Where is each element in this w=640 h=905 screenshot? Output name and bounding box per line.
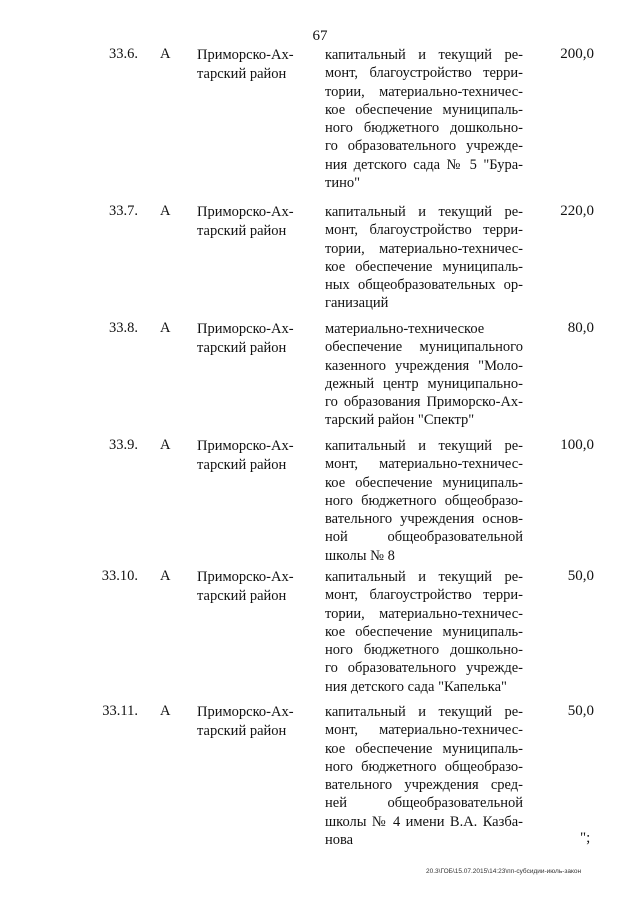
district-line: Приморско-Ах- [197,704,294,720]
description-line: монт, материально-техничес- [325,456,523,473]
row-district [197,46,305,84]
description-line: ной общеобразовательной [325,529,523,546]
description-line: го образования Приморско-Ах- [325,394,523,411]
district-line: тарский район [197,588,287,604]
district-line: тарский район [197,66,287,82]
description-line: ного бюджетного общеобразо- [325,758,523,775]
description-line: капитальный и текущий ре- [325,704,523,720]
row-number: 33.6. [109,46,138,62]
description-line: ных общеобразовательных ор- [325,277,523,294]
row-number: 33.10. [101,568,138,584]
description-line: монт, благоустройство терри- [325,65,523,82]
description-line: го образовательного учрежде- [325,660,523,677]
description-line: ного бюджетного общеобразо- [325,492,523,509]
description-line: кое обеспечение муниципаль- [325,740,523,757]
row-category: А [160,437,171,453]
description-line: кое обеспечение муниципаль- [325,258,523,275]
description-line: го образовательного учрежде- [325,138,523,155]
description-line: школы № 8 [325,547,395,564]
description-line: кое обеспечение муниципаль- [325,101,523,118]
description-line: ния детского сада № 5 "Бура- [325,156,523,173]
description-line: ней общеобразовательной [325,795,523,812]
row-category: А [160,203,171,219]
district-line: Приморско-Ах- [197,204,294,220]
district-line: тарский район [197,340,287,356]
row-description [325,703,523,849]
description-line: тории, материально-техничес- [325,240,523,257]
description-line: нова [325,832,354,849]
description-line: тории, материально-техничес- [325,605,523,622]
row-description [325,203,523,313]
district-line: Приморско-Ах- [197,569,294,585]
row-category: А [160,320,171,336]
row-amount: 50,0 [567,568,594,584]
description-line: вательного учреждения сред- [325,777,523,794]
description-line: капитальный и текущий ре- [325,47,523,63]
description-line: капитальный и текущий ре- [325,204,523,220]
description-line: кое обеспечение муниципаль- [325,474,523,491]
description-line: школы № 4 имени В.А. Казба- [325,813,523,830]
row-description [325,568,523,696]
row-district [197,437,305,475]
description-line: тарский район "Спектр" [325,412,475,429]
row-description [325,320,523,430]
page-number: 67 [312,28,328,44]
description-line: ного бюджетного дошкольно- [325,642,523,659]
description-line: монт, материально-техничес- [325,722,523,739]
district-line: Приморско-Ах- [197,47,294,63]
row-district [197,568,305,606]
description-line: материально-техническое [325,321,485,337]
district-line: тарский район [197,457,287,473]
description-line: монт, благоустройство терри- [325,587,523,604]
description-line: обеспечение муниципального [325,339,523,356]
row-amount: 100,0 [560,437,594,453]
description-line: дежный центр муниципально- [325,375,523,392]
description-line: тино" [325,175,361,192]
description-line: ганизаций [325,295,389,312]
description-line: ния детского сада "Капелька" [325,678,507,695]
district-line: Приморско-Ах- [197,438,294,454]
row-amount: 200,0 [560,46,594,62]
row-number: 33.11. [102,703,138,719]
description-line: вательного учреждения основ- [325,511,523,528]
district-line: тарский район [197,723,287,739]
closing-quote-mark: "; [580,830,591,846]
description-line: ного бюджетного дошкольно- [325,120,523,137]
description-line: капитальный и текущий ре- [325,569,523,585]
description-line: капитальный и текущий ре- [325,438,523,454]
row-district [197,320,305,358]
row-number: 33.8. [109,320,138,336]
row-category: А [160,46,171,62]
description-line: казенного учреждения "Моло- [325,357,523,374]
row-amount: 80,0 [567,320,594,336]
row-description [325,46,523,192]
row-description [325,437,523,565]
footer-file-path: 20.3\ГОБ\15.07.2015\14:23\пп-субсидии-июль-закон [426,868,582,875]
row-category: А [160,568,171,584]
row-number: 33.7. [109,203,138,219]
description-line: монт, благоустройство терри- [325,222,523,239]
row-district [197,703,305,741]
row-amount: 220,0 [560,203,594,219]
row-category: А [160,703,171,719]
row-number: 33.9. [109,437,138,453]
row-amount: 50,0 [567,703,594,719]
description-line: кое обеспечение муниципаль- [325,623,523,640]
row-district [197,203,305,241]
description-line: тории, материально-техничес- [325,83,523,100]
district-line: тарский район [197,223,287,239]
district-line: Приморско-Ах- [197,321,294,337]
